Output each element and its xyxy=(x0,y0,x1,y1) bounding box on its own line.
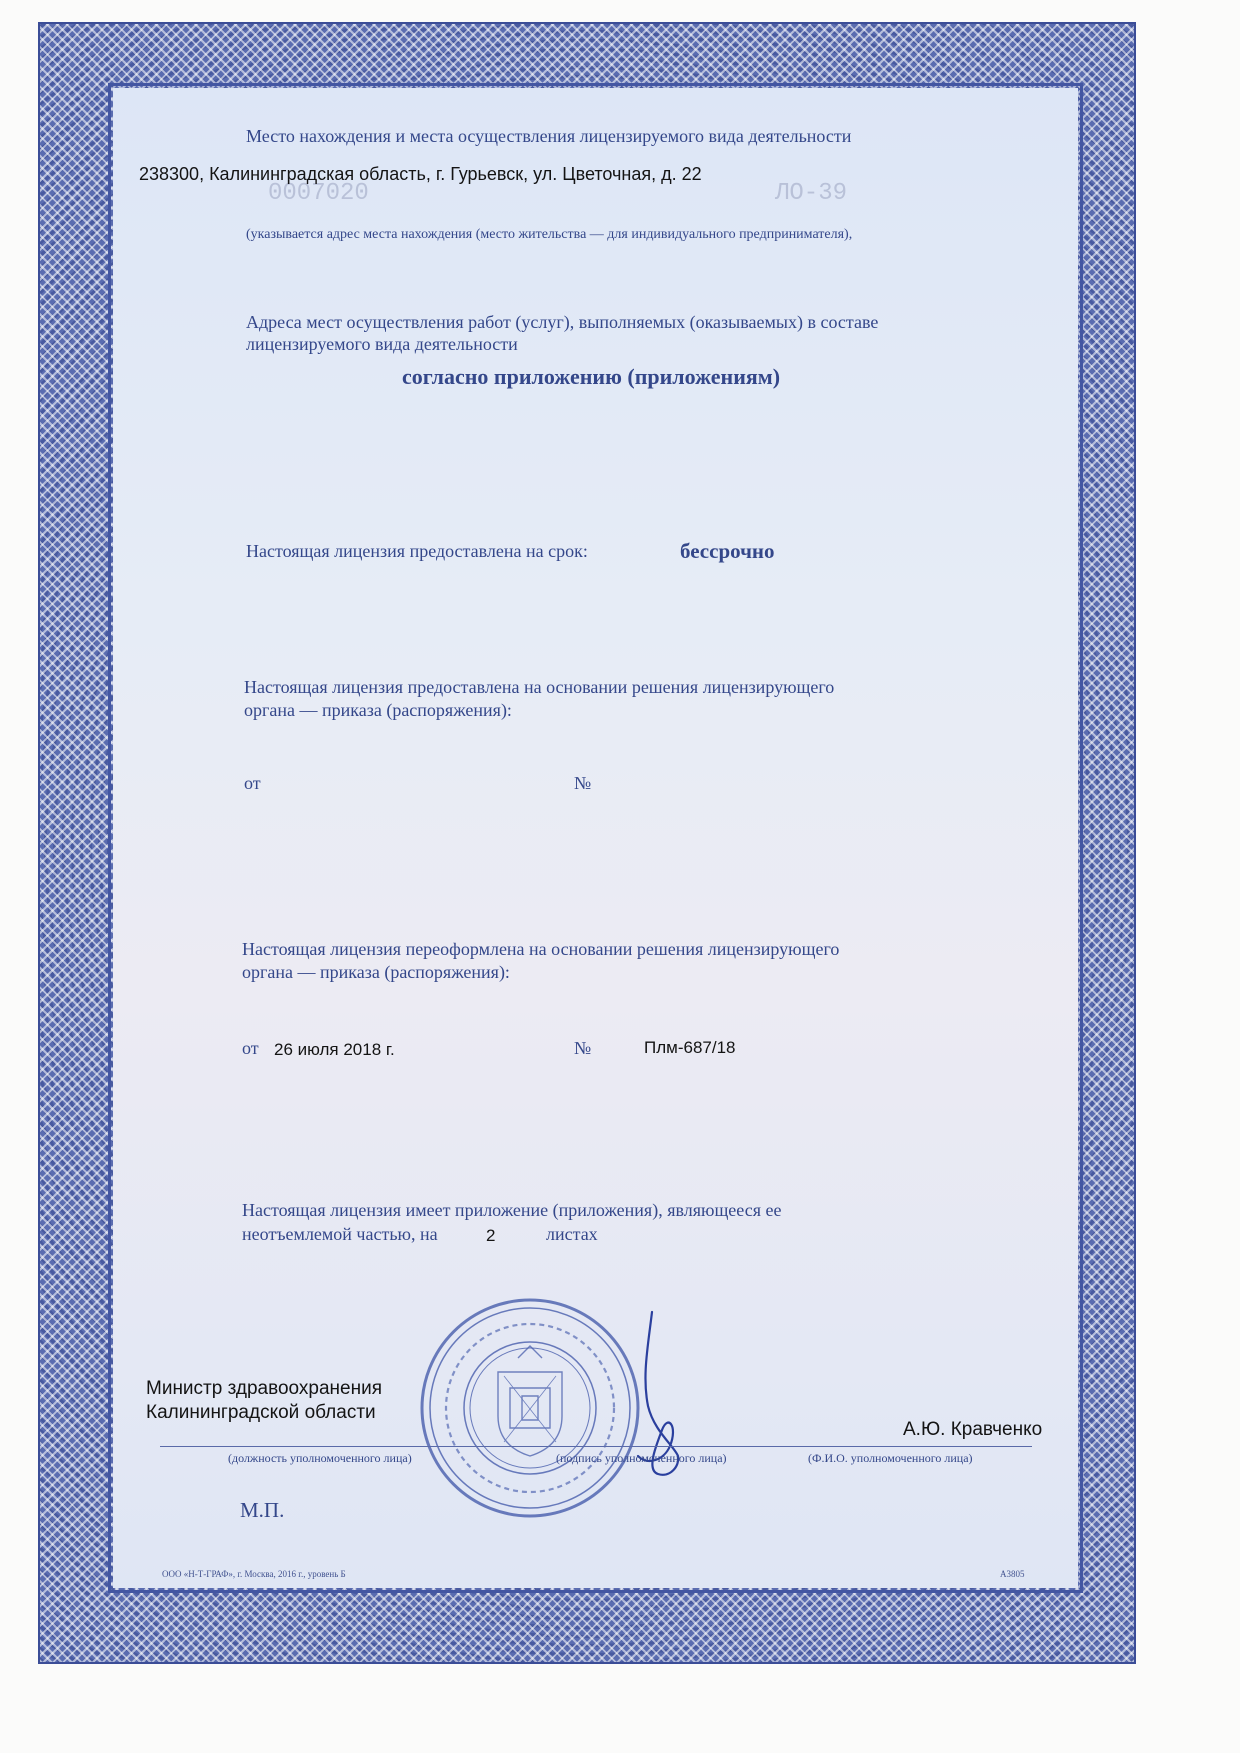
appendix-line2-suffix: листах xyxy=(546,1224,598,1244)
reissued-line1: Настоящая лицензия переоформлена на основании решения лицензирующего xyxy=(242,939,840,959)
addresses-heading-line1: Адреса мест осуществления работ (услуг), выполняемых (оказываемых) в составе xyxy=(246,312,879,332)
caption-name: (Ф.И.О. уполномоченного лица) xyxy=(808,1451,973,1465)
reissued-number: Плм-687/18 xyxy=(644,1038,736,1057)
appendix-sheets: 2 xyxy=(486,1226,496,1245)
granted-number-label: № xyxy=(574,773,592,793)
appendix-line2-prefix: неотъемлемой частью, на xyxy=(242,1224,438,1244)
signer-name: А.Ю. Кравченко xyxy=(903,1419,1043,1440)
address-value: 238300, Калининградская область, г. Гурьевск, ул. Цветочная, д. 22 xyxy=(139,164,702,184)
caption-position: (должность уполномоченного лица) xyxy=(228,1451,412,1465)
term-label: Настоящая лицензия предоставлена на срок: xyxy=(246,541,588,561)
mp-label: М.П. xyxy=(240,1498,285,1522)
official-seal xyxy=(418,1296,642,1520)
signer-position-line2: Калининградской области xyxy=(146,1402,376,1423)
reissued-date: 26 июля 2018 г. xyxy=(274,1040,395,1059)
address-note: (указывается адрес места нахождения (место жительства — для индивидуального предпринимателя), xyxy=(246,227,853,242)
printer-note: ООО «Н-Т-ГРАФ», г. Москва, 2016 г., уровень Б xyxy=(162,1569,346,1579)
reissued-line2: органа — приказа (распоряжения): xyxy=(242,962,510,982)
reissued-from-label: от xyxy=(242,1038,259,1058)
caption-signature: (подпись уполномоченного лица) xyxy=(556,1451,727,1465)
signature-rule xyxy=(160,1446,1032,1447)
granted-line2: органа — приказа (распоряжения): xyxy=(244,700,512,720)
location-heading: Место нахождения и места осуществления лицензируемого вида деятельности xyxy=(246,126,852,146)
addresses-heading-line2: лицензируемого вида деятельности xyxy=(246,334,518,354)
form-code: А3805 xyxy=(1000,1569,1025,1579)
granted-line1: Настоящая лицензия предоставлена на основании решения лицензирующего xyxy=(244,677,835,697)
addresses-value: согласно приложению (приложениям) xyxy=(402,364,781,389)
ghost-serial: 0007020 xyxy=(268,180,369,207)
appendix-line1: Настоящая лицензия имеет приложение (приложения), являющееся ее xyxy=(242,1200,782,1220)
ghost-series: ЛО-39 xyxy=(775,180,848,207)
term-value: бессрочно xyxy=(680,539,775,563)
granted-from-label: от xyxy=(244,773,261,793)
signer-position-line1: Министр здравоохранения xyxy=(146,1378,382,1399)
reissued-number-label: № xyxy=(574,1038,592,1058)
